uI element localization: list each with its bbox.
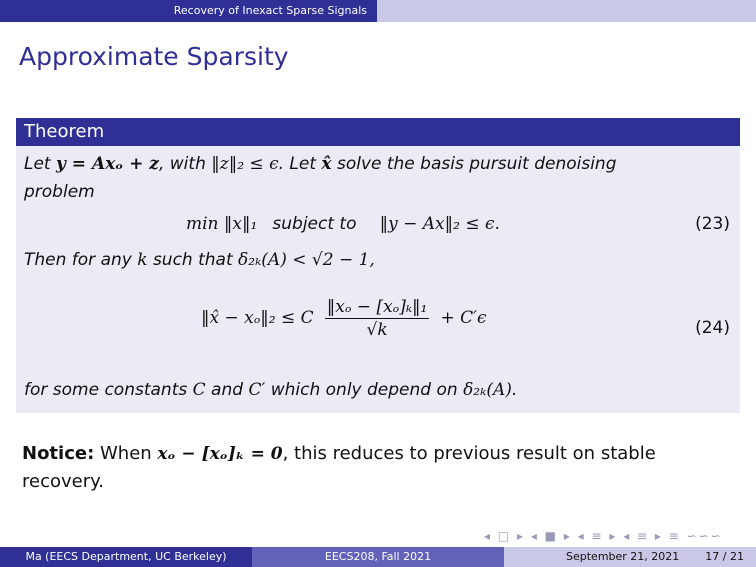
objective: min ‖x‖₁ [186, 214, 258, 234]
theorem-block [16, 118, 740, 413]
theorem-line-4 [24, 250, 375, 270]
theorem-heading: Theorem [16, 118, 740, 146]
text: recovery. [22, 471, 104, 492]
theorem-line-6 [24, 380, 517, 400]
k-symbol: k [137, 250, 148, 270]
fraction-numerator: ‖xₒ − [xₒ]ₖ‖₁ [326, 297, 428, 317]
text: problem [24, 182, 95, 202]
error-bound-left: ‖x̂ − xₒ‖₂ ≤ C [201, 308, 314, 328]
text: solve the basis pursuit denoising [331, 154, 617, 174]
equation-24 [201, 296, 487, 341]
equation-number-24: (24) [695, 318, 730, 338]
header-bar [0, 0, 756, 22]
text: When [94, 443, 158, 464]
text: and [205, 380, 249, 400]
text: Let [24, 154, 56, 174]
xhat-symbol: x̂ [321, 154, 332, 174]
text: , with [158, 154, 212, 174]
theorem-line-2 [24, 182, 95, 202]
error-bound-right: + C′ϵ [440, 308, 487, 328]
text: . [511, 380, 518, 400]
text: , this reduces to previous result on stable [282, 443, 656, 464]
footer-course: EECS208, Fall 2021 [252, 547, 504, 567]
frame-title: Approximate Sparsity [19, 42, 289, 71]
equation-23 [186, 214, 500, 234]
fraction [325, 296, 430, 341]
delta-symbol: δ₂ₖ(A) [463, 380, 512, 400]
text: Then for any [24, 250, 138, 270]
text: which only depend on [265, 380, 464, 400]
notice-label: Notice: [22, 443, 95, 464]
footer [0, 547, 756, 567]
text: such that [147, 250, 239, 270]
noise-bound: ‖z‖₂ ≤ ϵ [211, 154, 279, 174]
footer-right [504, 547, 756, 567]
theorem-body [16, 146, 740, 413]
footer-author: Ma (EECS Department, UC Berkeley) [0, 547, 252, 567]
text: for some constants [24, 380, 193, 400]
cprime-symbol: C′ [248, 380, 266, 400]
section-title[interactable]: Recovery of Inexact Sparse Signals [0, 0, 377, 22]
text: . Let [278, 154, 322, 174]
c-symbol: C [192, 380, 206, 400]
subject-to-label: subject to [272, 214, 357, 234]
footer-date: September 21, 2021 [566, 550, 680, 563]
equation-measurement: y = Axₒ + z [56, 154, 159, 174]
page-number: 17 / 21 [705, 550, 744, 563]
fraction-denominator: √k [366, 320, 388, 340]
notice-equation: xₒ − [xₒ]ₖ = 0 [157, 444, 283, 464]
equation-number-23: (23) [695, 214, 730, 234]
notice-paragraph [22, 440, 722, 496]
navigation-symbols[interactable]: ◂ □ ▸ ◂ ■ ▸ ◂ ≡ ▸ ◂ ≡ ▸ ≡ ∽∽∽ [484, 529, 723, 543]
rip-condition: δ₂ₖ(A) < √2 − 1, [238, 250, 375, 270]
constraint: ‖y − Ax‖₂ ≤ ϵ. [379, 214, 500, 234]
theorem-line-1 [24, 154, 617, 174]
